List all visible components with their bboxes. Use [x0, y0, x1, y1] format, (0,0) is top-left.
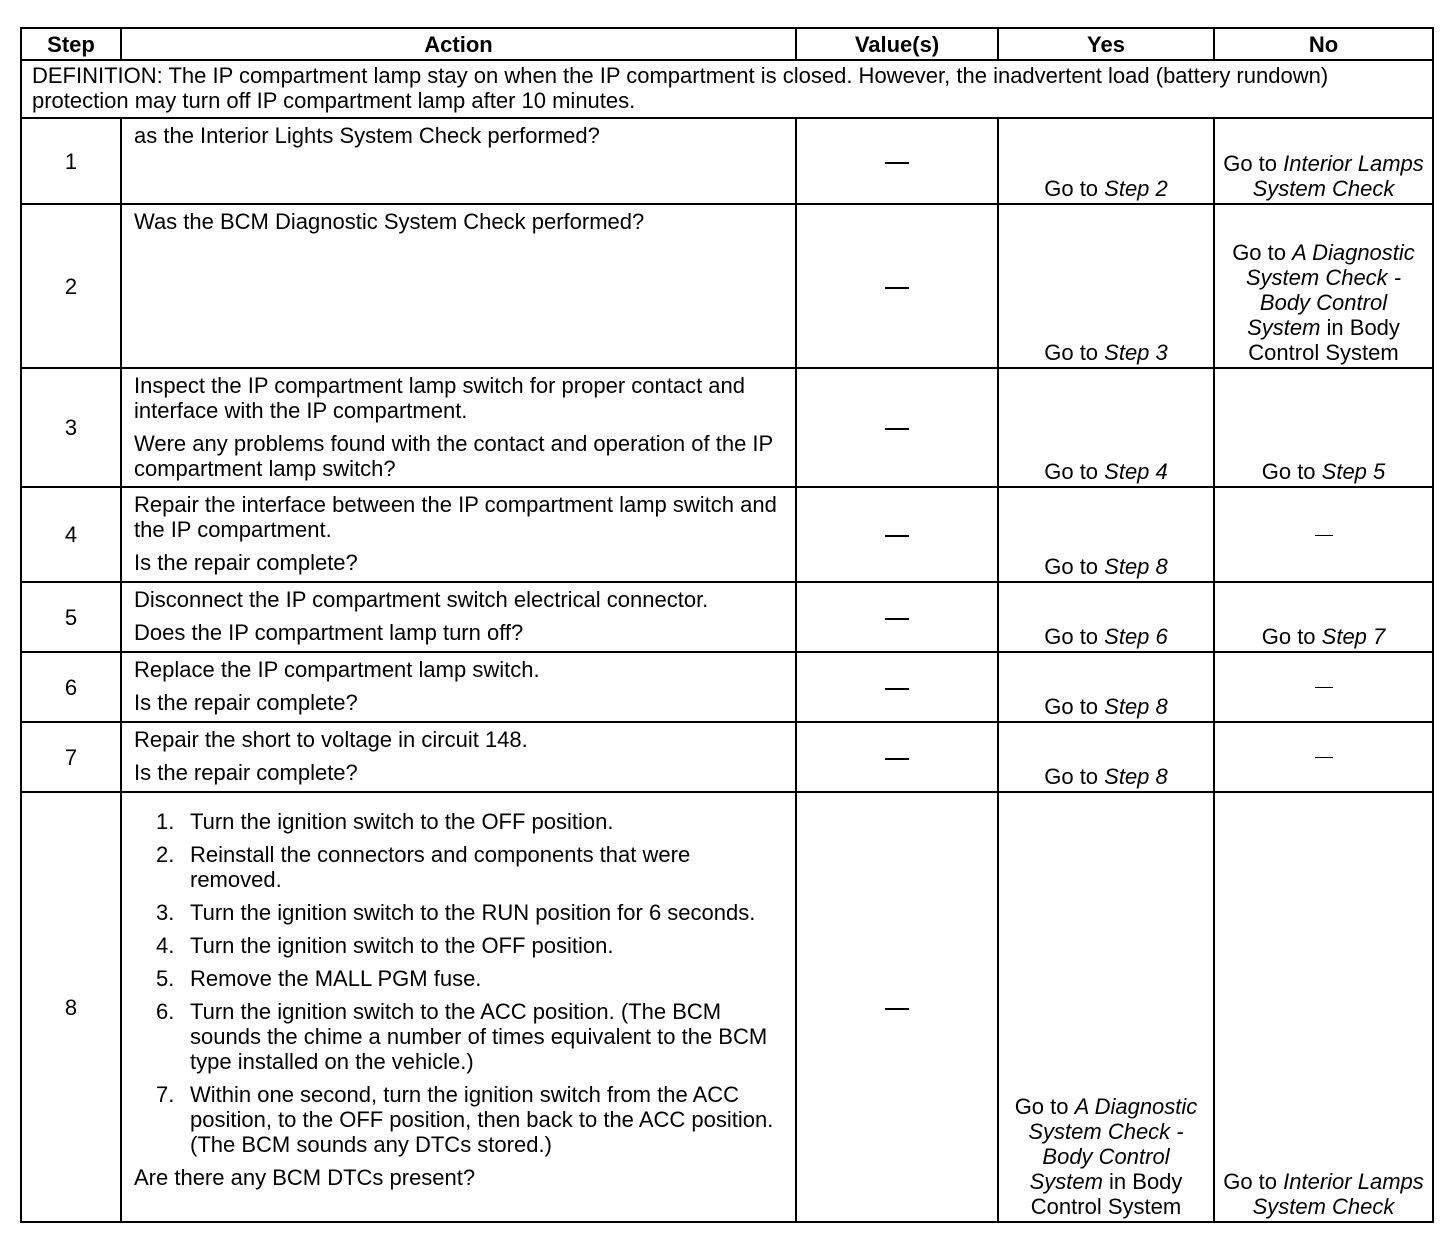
no-cell [1214, 204, 1433, 368]
list-item-number: 4. [156, 933, 175, 958]
diagnostic-table [20, 27, 1434, 1223]
action-cell [121, 792, 796, 1222]
table-row [21, 368, 1433, 487]
em-dash-icon [885, 428, 909, 430]
action-question: Is the repair complete? [134, 550, 358, 575]
no-prefix: Go to [1232, 240, 1293, 265]
em-dash-icon [885, 287, 909, 289]
value-cell [796, 792, 998, 1222]
action-question: Does the IP compartment lamp turn off? [134, 620, 524, 645]
action-cell [121, 722, 796, 792]
yes-link[interactable]: Step 3 [1104, 340, 1168, 365]
em-dash-icon [1315, 687, 1333, 688]
step-number: 3 [21, 368, 121, 487]
list-item [134, 966, 783, 991]
definition-row [21, 60, 1433, 118]
yes-prefix: Go to [1014, 1094, 1075, 1119]
header-row [21, 28, 1433, 60]
table-row [21, 487, 1433, 582]
yes-cell [998, 487, 1214, 582]
header-values: Value(s) [796, 28, 998, 60]
value-cell [796, 204, 998, 368]
step-number: 8 [21, 792, 121, 1222]
yes-link[interactable]: Step 4 [1104, 459, 1168, 484]
table-row [21, 204, 1433, 368]
list-item-text: Remove the MALL PGM fuse. [190, 966, 482, 991]
yes-link[interactable]: Step 8 [1104, 694, 1168, 719]
action-text: Repair the interface between the IP compartment lamp switch and the IP compartment. [134, 492, 777, 542]
yes-link[interactable]: Step 6 [1104, 624, 1168, 649]
action-text: Inspect the IP compartment lamp switch for proper contact and interface with the IP compartment. [134, 373, 746, 423]
no-link[interactable]: Interior Lamps System Check [1252, 151, 1424, 201]
table-row [21, 722, 1433, 792]
step-number: 2 [21, 204, 121, 368]
yes-prefix: Go to [1044, 764, 1105, 789]
yes-prefix: Go to [1044, 694, 1105, 719]
action-text: Was the BCM Diagnostic System Check performed? [134, 209, 645, 234]
yes-prefix: Go to [1044, 554, 1105, 579]
step-number: 4 [21, 487, 121, 582]
list-item [134, 809, 783, 834]
no-link[interactable]: Step 5 [1321, 459, 1386, 484]
action-question: Are there any BCM DTCs present? [134, 1165, 476, 1190]
yes-link[interactable]: Step 8 [1104, 554, 1168, 579]
yes-cell [998, 652, 1214, 722]
yes-suffix: in Body Control System [1030, 1169, 1183, 1219]
definition-text: DEFINITION: The IP compartment lamp stay on when the IP compartment is closed. However, the inadvertent load (battery rundown) protection may turn off IP compartment lamp after 10 minutes. [21, 60, 1433, 118]
action-cell [121, 368, 796, 487]
list-item-text: Reinstall the connectors and components that were removed. [190, 842, 691, 892]
list-item-number: 5. [156, 966, 175, 991]
yes-prefix: Go to [1044, 459, 1105, 484]
no-cell [1214, 792, 1433, 1222]
diagnostic-table-sheet [20, 27, 1434, 1223]
no-prefix: Go to [1261, 459, 1322, 484]
yes-prefix: Go to [1044, 340, 1105, 365]
list-item-number: 7. [156, 1082, 175, 1107]
no-prefix: Go to [1223, 151, 1284, 176]
step-number: 7 [21, 722, 121, 792]
value-cell [796, 368, 998, 487]
header-step: Step [21, 28, 121, 60]
em-dash-icon [885, 758, 909, 760]
list-item-number: 6. [156, 999, 175, 1024]
action-text: as the Interior Lights System Check performed? [134, 123, 600, 148]
step-number: 6 [21, 652, 121, 722]
action-question: Were any problems found with the contact and operation of the IP compartment lamp switch? [134, 431, 773, 481]
no-suffix: in Body Control System [1248, 315, 1400, 365]
step-number: 5 [21, 582, 121, 652]
yes-cell [998, 118, 1214, 204]
action-text: Repair the short to voltage in circuit 148. [134, 727, 528, 752]
header-yes: Yes [998, 28, 1214, 60]
yes-prefix: Go to [1044, 624, 1105, 649]
list-item-number: 2. [156, 842, 175, 867]
no-link[interactable]: A Diagnostic System Check - Body Control System [1245, 240, 1415, 340]
yes-link[interactable]: A Diagnostic System Check - Body Control System [1028, 1094, 1198, 1194]
yes-link[interactable]: Step 8 [1104, 764, 1168, 789]
list-item-number: 1. [156, 809, 175, 834]
yes-cell [998, 582, 1214, 652]
list-item [134, 900, 783, 925]
table-row [21, 582, 1433, 652]
yes-cell [998, 368, 1214, 487]
yes-prefix: Go to [1044, 176, 1105, 201]
no-cell [1214, 487, 1433, 582]
action-cell [121, 118, 796, 204]
no-cell [1214, 582, 1433, 652]
value-cell [796, 582, 998, 652]
yes-cell [998, 722, 1214, 792]
value-cell [796, 118, 998, 204]
list-item-text: Turn the ignition switch to the ACC position. (The BCM sounds the chime a number of times equivalent to the BCM type installed on the vehicle.) [190, 999, 768, 1074]
em-dash-icon [1315, 757, 1333, 758]
header-action: Action [121, 28, 796, 60]
no-cell [1214, 722, 1433, 792]
em-dash-icon [885, 618, 909, 620]
list-item-text: Turn the ignition switch to the OFF position. [190, 933, 614, 958]
em-dash-icon [885, 688, 909, 690]
procedure-list [134, 809, 783, 1157]
no-link[interactable]: Interior Lamps System Check [1252, 1169, 1424, 1219]
table-row [21, 792, 1433, 1222]
action-question: Is the repair complete? [134, 760, 358, 785]
em-dash-icon [885, 535, 909, 537]
table-row [21, 652, 1433, 722]
list-item-text: Within one second, turn the ignition switch from the ACC position, to the OFF position, then back to the ACC position. (The BCM sounds any DTCs stored.) [190, 1082, 774, 1157]
action-cell [121, 204, 796, 368]
header-no: No [1214, 28, 1433, 60]
list-item [134, 1082, 783, 1157]
yes-cell [998, 792, 1214, 1222]
no-cell [1214, 652, 1433, 722]
em-dash-icon [1315, 535, 1333, 536]
no-prefix: Go to [1223, 1169, 1284, 1194]
em-dash-icon [885, 162, 909, 164]
list-item [134, 933, 783, 958]
list-item [134, 999, 783, 1074]
table-row [21, 118, 1433, 204]
list-item-text: Turn the ignition switch to the RUN position for 6 seconds. [190, 900, 756, 925]
action-cell [121, 582, 796, 652]
action-cell [121, 652, 796, 722]
yes-cell [998, 204, 1214, 368]
no-cell [1214, 118, 1433, 204]
yes-link[interactable]: Step 2 [1104, 176, 1168, 201]
value-cell [796, 652, 998, 722]
no-cell [1214, 368, 1433, 487]
list-item-number: 3. [156, 900, 175, 925]
list-item-text: Turn the ignition switch to the OFF position. [190, 809, 614, 834]
list-item [134, 842, 783, 892]
action-question: Is the repair complete? [134, 690, 358, 715]
no-prefix: Go to [1261, 624, 1322, 649]
no-link[interactable]: Step 7 [1321, 624, 1386, 649]
action-text: Replace the IP compartment lamp switch. [134, 657, 540, 682]
value-cell [796, 722, 998, 792]
em-dash-icon [885, 1008, 909, 1010]
value-cell [796, 487, 998, 582]
action-cell [121, 487, 796, 582]
step-number: 1 [21, 118, 121, 204]
action-text: Disconnect the IP compartment switch electrical connector. [134, 587, 709, 612]
